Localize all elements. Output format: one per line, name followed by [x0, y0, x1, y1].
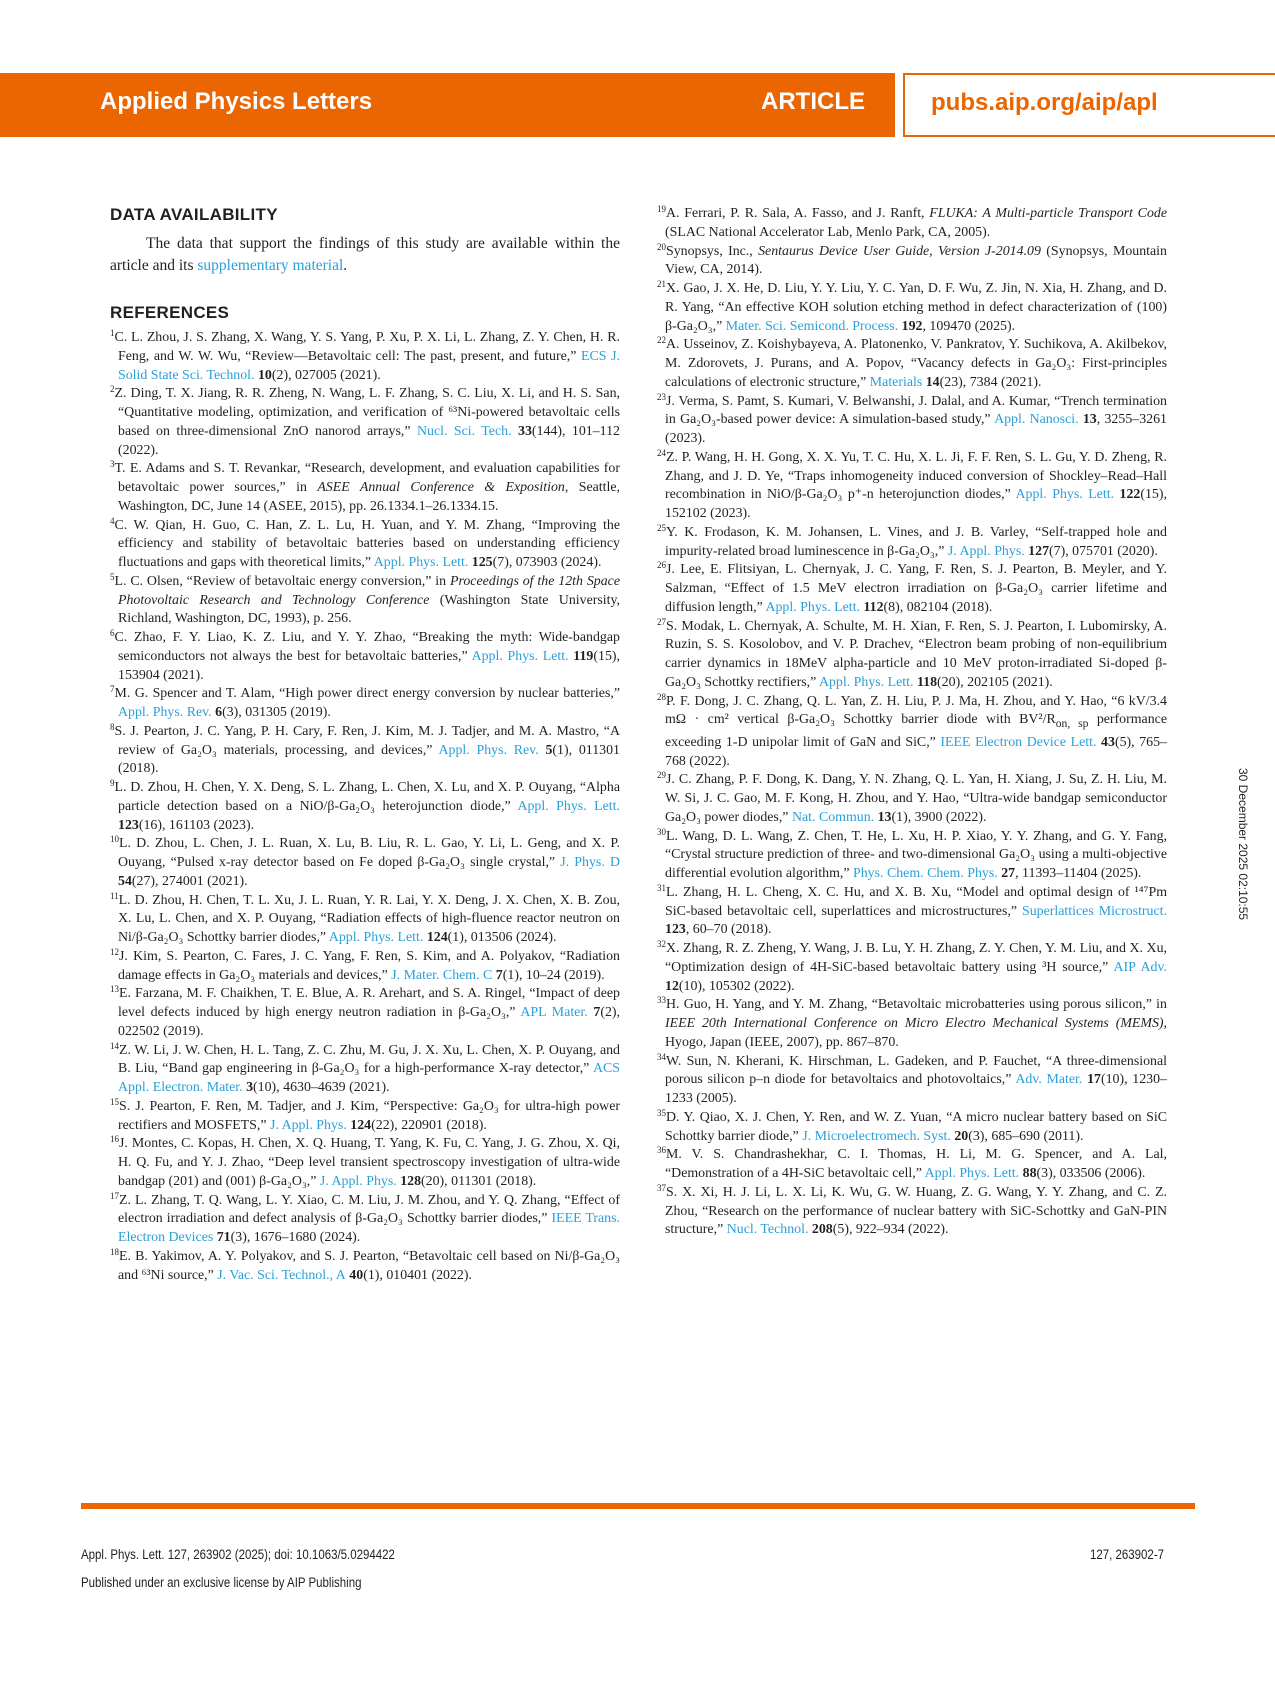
reference-item	[657, 940, 1167, 996]
reference-item	[657, 996, 1167, 1052]
reference-text: A. Usseinov, Z. Koishybayeva, A. Platonenko, V. Pankratov, Y. Suchikova, A. Akilbekov, M. Zdorovets, J. Purans, and A. Popov, “Vacancy defects in Ga₂O₃: First-principles calculations of electronic structure,”	[665, 337, 1167, 390]
reference-item	[110, 1192, 620, 1248]
volume-number: 123	[665, 922, 686, 938]
reference-item	[657, 205, 1167, 243]
reference-number: 24	[657, 447, 666, 458]
reference-text: S. J. Pearton, J. C. Yang, P. H. Cary, F. Ren, J. Kim, M. J. Tadjer, and M. A. Mastro, “A review of Ga₂O₃ materials, processing, and devices,”	[114, 723, 620, 758]
journal-link[interactable]: Appl. Phys. Lett.	[328, 930, 424, 945]
supplementary-material-link[interactable]: supplementary material	[197, 257, 344, 274]
reference-text: (16), 161103 (2023).	[138, 817, 255, 833]
reference-text: (8), 082104 (2018).	[883, 599, 993, 615]
reference-text: P. F. Dong, J. C. Zhang, Q. L. Yan, Z. H. Liu, P. J. Ma, H. Zhou, and Y. Hao, “6 kV/3.4 mΩ · cm² vertical β-Ga₂O₃ Schottky barrier diode with BV²/R	[665, 693, 1167, 728]
reference-text: (3), 031305 (2019).	[222, 705, 331, 720]
footer-page-number: 127, 263902-7	[1090, 1547, 1165, 1562]
volume-number: 33	[511, 423, 532, 439]
journal-link[interactable]: J. Appl. Phys.	[270, 1117, 347, 1133]
volume-number: 208	[808, 1222, 833, 1238]
volume-number: 14	[922, 374, 940, 390]
reference-item	[657, 524, 1167, 562]
reference-text: (3), 685–690 (2011).	[968, 1128, 1084, 1144]
reference-text: S. J. Pearton, F. Ren, M. Tadjer, and J. Kim, “Perspective: Ga₂O₃ for ultra-high power rectifiers and MOSFETS,”	[118, 1098, 620, 1133]
reference-number: 37	[657, 1182, 666, 1193]
volume-number: 124	[423, 930, 448, 945]
reference-text: L. D. Zhou, H. Chen, T. L. Xu, J. L. Ruan, Y. R. Lai, Y. X. Deng, J. X. Chen, X. B. Zou, X. Lu, L. Chen, and X. P. Ouyang, “Radiation effects of high-fluence reactor neutron on Ni/β-Ga₂O₃ Schottky barrier diodes,”	[118, 892, 620, 945]
reference-item	[657, 771, 1167, 827]
volume-number: 127	[1024, 543, 1050, 559]
reference-number: 17	[110, 1190, 119, 1201]
volume-number: 17	[1082, 1072, 1101, 1088]
reference-item	[110, 723, 620, 779]
reference-text: on, sp	[1055, 717, 1089, 731]
footer-license: Published under an exclusive license by AIP Publishing	[81, 1575, 362, 1590]
reference-number: 18	[110, 1246, 119, 1257]
reference-text: X. Gao, J. X. He, D. Liu, Y. Y. Liu, Y. C. Yan, D. F. Wu, Z. Jin, N. Xia, H. Zhang, and D. R. Yang, “An effective KOH solution etching method in defect characterization of (100) β-Ga₂O₃,”	[665, 281, 1167, 334]
reference-item	[657, 336, 1167, 392]
reference-text: (10), 4630–4639 (2021).	[253, 1080, 390, 1095]
journal-link[interactable]: Nucl. Technol.	[726, 1222, 809, 1238]
journal-header-band	[0, 73, 895, 137]
reference-number: 19	[657, 204, 666, 214]
reference-list-right	[657, 205, 1167, 1240]
reference-number: 2	[110, 384, 115, 395]
volume-number: 122	[1114, 487, 1141, 503]
reference-item	[657, 1109, 1167, 1147]
italic-title: Sentaurus Device User Guide, Version J-2014.09	[758, 243, 1041, 259]
volume-number: 13	[874, 809, 892, 825]
journal-url-box	[903, 73, 1275, 137]
reference-item	[110, 685, 620, 723]
italic-title: IEEE 20th International Conference on Micro Electro Mechanical Systems (MEMS)	[665, 1016, 1164, 1032]
italic-title: ASEE Annual Conference & Exposition	[317, 480, 565, 495]
reference-item	[657, 693, 1167, 772]
reference-text: , 3255–3261 (2023).	[665, 412, 1167, 446]
volume-number: 7	[492, 967, 503, 983]
reference-text: Z. Ding, T. X. Jiang, R. R. Zheng, N. Wang, L. F. Zhang, S. C. Liu, X. Li, and H. S. San, “Quantitative modeling, optimization, and verification of ⁶³Ni-powered betavoltaic cells based on three-dimensional ZnO nanorod arrays,”	[114, 386, 620, 439]
reference-item	[110, 460, 620, 516]
journal-link[interactable]: Adv. Mater.	[1015, 1072, 1083, 1088]
reference-text: L. D. Zhou, L. Chen, J. L. Ruan, X. Lu, B. Liu, R. L. Gao, Y. Li, L. Geng, and X. P. Ouyang, “Pulsed x-ray detector based on Fe doped β-Ga₂O₃ single crystal,”	[118, 836, 620, 870]
journal-link[interactable]: Appl. Phys. Lett.	[818, 674, 914, 690]
reference-text: J. C. Zhang, P. F. Dong, K. Dang, Y. N. Zhang, Q. L. Yan, H. Xiang, J. Su, Z. H. Liu, M. W. Si, J. C. Gao, M. F. Kong, H. Zhou, and Y. Hao, “Ultra-wide bandgap semiconductor Ga₂O₃ power diodes,”	[665, 772, 1167, 825]
reference-text: (2), 027005 (2021).	[271, 367, 381, 383]
reference-text: J. Montes, C. Kopas, H. Chen, X. Q. Huang, T. Yang, K. Fu, C. Yang, J. G. Zhou, X. Qi, H. Q. Fu, and Y. J. Zhao, “Deep level transient spectroscopy investigation of ultra-wide bandgap (201) and (001) β-Ga₂O₃,”	[118, 1136, 620, 1189]
reference-text: H. Guo, H. Yang, and Y. M. Zhang, “Betavoltaic microbatteries using porous silicon,” in	[666, 997, 1167, 1013]
journal-link[interactable]: J. Vac. Sci. Technol., A	[217, 1267, 346, 1283]
reference-text: , Seattle, Washington, DC, June 14 (ASEE, 2015), pp. 26.1334.1–26.1334.15.	[118, 480, 621, 514]
reference-text: T. E. Adams and S. T. Revankar, “Research, development, and evaluation capabilities for betavoltaic power sources,” in	[114, 461, 620, 495]
reference-text: (Washington State University, Richland, Washington, DC, 1993), p. 256.	[118, 592, 621, 627]
reference-item	[657, 280, 1167, 336]
reference-number: 5	[110, 571, 115, 582]
reference-item	[657, 1184, 1167, 1240]
reference-item	[657, 449, 1167, 524]
reference-text: A. Ferrari, P. R. Sala, A. Fasso, and J. Ranft,	[666, 206, 930, 221]
reference-text: J. Verma, S. Pamt, S. Kumari, V. Belwanshi, J. Dalal, and A. Kumar, “Trench termination in Ga₂O₃-based power device: A simulation-based study,”	[665, 393, 1167, 428]
journal-link[interactable]: Appl. Phys. Lett.	[373, 555, 469, 570]
reference-text: Synopsys, Inc.,	[666, 243, 759, 259]
reference-number: 22	[657, 335, 666, 346]
volume-number: 7	[587, 1005, 601, 1020]
journal-link[interactable]: Appl. Phys. Rev.	[118, 705, 212, 720]
reference-text: (22), 220901 (2018).	[371, 1117, 487, 1133]
volume-number: 119	[568, 648, 594, 664]
journal-link[interactable]: Appl. Phys. Lett.	[517, 798, 620, 814]
data-availability-heading: DATA AVAILABILITY	[110, 205, 278, 224]
reference-text: (2), 022502 (2019).	[118, 1005, 620, 1039]
reference-number: 32	[657, 939, 666, 950]
reference-item	[110, 835, 620, 891]
reference-number: 14	[110, 1040, 119, 1051]
reference-item	[110, 573, 620, 629]
reference-number: 23	[657, 391, 666, 402]
reference-number: 10	[110, 834, 119, 845]
reference-item	[110, 1135, 620, 1191]
journal-link[interactable]: J. Phys. D	[560, 855, 620, 870]
volume-number: 40	[345, 1267, 364, 1283]
reference-number: 16	[110, 1134, 119, 1145]
journal-link[interactable]: J. Microelectromech. Syst.	[802, 1128, 951, 1144]
reference-text: C. W. Qian, H. Guo, C. Han, Z. L. Lu, H. Yuan, and Y. M. Zhang, “Improving the efficiency and stability of betavoltaic batteries based on understanding efficiency fluctuations and gaps with theoretical limits,”	[114, 517, 620, 570]
reference-number: 20	[657, 241, 666, 252]
reference-number: 1	[110, 328, 115, 338]
reference-item	[110, 329, 620, 385]
volume-number: 5	[538, 742, 553, 758]
reference-text: (27), 274001 (2021).	[131, 873, 248, 889]
reference-number: 26	[657, 560, 666, 571]
volume-number: 124	[346, 1117, 372, 1133]
reference-item	[657, 243, 1167, 281]
reference-item	[110, 1248, 620, 1286]
download-timestamp: 30 December 2025 02:10:55	[1236, 768, 1250, 921]
reference-text: , 11393–11404 (2025).	[1015, 866, 1142, 882]
reference-text: L. D. Zhou, H. Chen, Y. X. Deng, S. L. Zhang, L. Chen, X. Lu, and X. P. Ouyang, “Alpha particle detection based on a NiO/β-Ga₂O₃ heterojunction diode,”	[114, 780, 620, 814]
journal-link[interactable]: AIP Adv.	[1113, 959, 1167, 975]
journal-link[interactable]: Nucl. Sci. Tech.	[416, 423, 512, 439]
reference-text: (1), 3900 (2022).	[891, 809, 987, 825]
left-column	[110, 205, 620, 1285]
volume-number: 6	[211, 705, 223, 720]
journal-link[interactable]: IEEE Electron Device Lett.	[940, 734, 1097, 750]
reference-number: 33	[657, 995, 666, 1006]
reference-number: 29	[657, 770, 666, 781]
reference-text: L. C. Olsen, “Review of betavoltaic energy conversion,” in	[114, 573, 450, 589]
reference-text: performance exceeding 1-D unipolar limit of GaN and SiC,”	[665, 712, 1168, 750]
reference-item	[110, 629, 620, 685]
reference-text: E. Farzana, M. F. Chaikhen, T. E. Blue, A. R. Arehart, and S. A. Ringel, “Impact of deep level defects induced by high energy neutron radiation in β-Ga₂O₃,”	[118, 986, 620, 1020]
journal-link[interactable]: J. Mater. Chem. C	[391, 967, 493, 983]
volume-number: 118	[913, 674, 938, 690]
reference-text: X. Zhang, R. Z. Zheng, Y. Wang, J. B. Lu, Y. H. Zhang, Z. Y. Chen, Y. M. Liu, and X. Xu, “Optimization design of 4H-SiC-based betavoltaic battery using ³H source,”	[665, 941, 1167, 975]
references-heading: REFERENCES	[110, 303, 230, 322]
volume-number: 112	[860, 599, 884, 615]
reference-text: (5), 765–768 (2022).	[665, 734, 1167, 769]
journal-link[interactable]: ACS Appl. Electron. Mater.	[118, 1061, 620, 1095]
reference-item	[110, 1098, 620, 1136]
volume-number: 27	[997, 866, 1016, 882]
reference-text: S. Modak, L. Chernyak, A. Schulte, M. H. Xian, F. Ren, S. J. Pearton, I. Lubomirsky, A. Ruzin, S. S. Kosolobov, and V. P. Drachev, “Electron beam probing of non-equilibrium carrier dynamics in 18MeV alpha-particle and 10 MeV proton-irradiated Si-doped β-Ga₂O₃ Schottky rectifiers,”	[665, 618, 1167, 690]
volume-number: 128	[396, 1173, 422, 1189]
journal-link[interactable]: APL Mater.	[520, 1005, 588, 1020]
reference-text: (1), 011301 (2018).	[118, 742, 620, 777]
reference-list-left	[110, 329, 620, 1285]
reference-text: (7), 073903 (2024).	[492, 555, 602, 570]
reference-item	[110, 385, 620, 460]
reference-text: J. Lee, E. Flitsiyan, L. Chernyak, J. C. Yang, F. Ren, S. J. Pearton, B. Meyler, and Y. Salzman, “Effect of 1.5 MeV electron irradiation on β-Ga₂O₃ carrier lifetime and diffusion length,”	[665, 562, 1167, 615]
volume-number: 88	[1019, 1166, 1037, 1182]
volume-number: 125	[468, 555, 493, 570]
reference-text: (1), 013506 (2024).	[447, 930, 557, 945]
reference-text: (1), 010401 (2022).	[363, 1267, 472, 1283]
reference-text: W. Sun, N. Kherani, K. Hirschman, L. Gadeken, and P. Fauchet, “A three-dimensional porous silicon p–n diode for betavoltaics and photovoltaics,”	[665, 1053, 1167, 1088]
journal-link[interactable]: Materials	[869, 374, 923, 390]
reference-number: 8	[110, 721, 115, 732]
volume-number: 71	[213, 1230, 231, 1245]
reference-item	[657, 561, 1167, 617]
volume-number: 43	[1096, 734, 1115, 750]
reference-text: S. X. Xi, H. J. Li, L. X. Li, K. Wu, G. W. Huang, Z. G. Wang, Y. Y. Zhang, and C. Z. Zhou, “Research on the performance of nuclear battery with SiC-Schottky and GaN-PIN structure,”	[665, 1184, 1167, 1238]
right-column	[657, 205, 1167, 1240]
journal-link[interactable]: Appl. Phys. Rev.	[438, 742, 539, 758]
reference-number: 35	[657, 1107, 666, 1118]
reference-text: (23), 7384 (2021).	[939, 374, 1042, 390]
footer-citation: Appl. Phys. Lett. 127, 263902 (2025); doi: 10.1063/5.0294422	[81, 1547, 395, 1562]
reference-item	[657, 828, 1167, 884]
reference-text: Z. W. Li, J. W. Chen, H. L. Tang, Z. C. Zhu, M. Gu, J. X. Xu, L. Chen, X. P. Ouyang, and B. Liu, “Band gap engineering in β-Ga₂O₃ for a high-performance X-ray detector,”	[118, 1042, 620, 1077]
reference-number: 9	[110, 778, 115, 788]
italic-title: Proceedings of the 12th Space Photovoltaic Research and Technology Conference	[118, 573, 620, 608]
journal-title[interactable]: Applied Physics Letters	[100, 88, 373, 115]
reference-text: (3), 033506 (2006).	[1036, 1166, 1146, 1182]
reference-item	[110, 892, 620, 948]
reference-item	[110, 779, 620, 835]
journal-link[interactable]: J. Appl. Phys.	[319, 1173, 397, 1189]
volume-number: 20	[950, 1128, 969, 1144]
reference-item	[110, 517, 620, 573]
reference-text: M. G. Spencer and T. Alam, “High power direct energy conversion by nuclear batteries,”	[114, 686, 620, 702]
reference-text: (10), 1230–1233 (2005).	[665, 1072, 1167, 1107]
reference-item	[657, 884, 1167, 940]
reference-number: 21	[657, 279, 666, 289]
reference-text: C. Zhao, F. Y. Liao, K. Z. Liu, and Y. Y. Zhao, “Breaking the myth: Wide-bandgap semiconductors not always the best for betavoltaic batteries,”	[114, 630, 620, 664]
reference-text: (3), 1676–1680 (2024).	[230, 1230, 361, 1245]
journal-link[interactable]: J. Appl. Phys.	[947, 543, 1025, 559]
footer-rule	[81, 1503, 1195, 1509]
reference-number: 36	[657, 1145, 666, 1156]
reference-item	[657, 618, 1167, 693]
reference-text: (7), 075701 (2020).	[1049, 543, 1158, 559]
italic-title: FLUKA: A Multi-particle Transport Code	[929, 206, 1168, 221]
reference-number: 15	[110, 1096, 119, 1107]
reference-text: (15), 153904 (2021).	[118, 648, 620, 683]
reference-item	[110, 1042, 620, 1098]
reference-number: 6	[110, 628, 115, 638]
journal-link[interactable]: Superlattices Microstruct.	[1021, 903, 1167, 919]
reference-number: 31	[657, 882, 666, 893]
reference-number: 27	[657, 616, 666, 627]
reference-text: (15), 152102 (2023).	[665, 487, 1167, 521]
journal-link[interactable]: Appl. Phys. Lett.	[924, 1166, 1020, 1182]
reference-text: L. Wang, D. L. Wang, Z. Chen, T. He, L. Xu, H. P. Xiao, Y. Y. Zhang, and G. Y. Fang, “Crystal structure prediction of three- and two-dimensional Ga₂O₃ using a multi-objective differential evolution algorithm,”	[665, 828, 1167, 882]
reference-text: (1), 10–24 (2019).	[502, 967, 605, 983]
volume-number: 12	[665, 978, 679, 994]
reference-item	[657, 1146, 1167, 1184]
reference-number: 3	[110, 459, 115, 470]
volume-number: 10	[254, 367, 272, 383]
volume-number: 3	[242, 1080, 254, 1095]
reference-item	[657, 1053, 1167, 1109]
journal-url-link[interactable]: pubs.aip.org/aip/apl	[931, 89, 1158, 116]
reference-number: 13	[110, 984, 119, 995]
reference-text: L. Zhang, H. L. Cheng, X. C. Hu, and X. B. Xu, “Model and optimal design of ¹⁴⁷Pm SiC-based betavoltaic cell, superlattices and microstructures,”	[665, 884, 1167, 919]
reference-number: 34	[657, 1051, 666, 1062]
reference-item	[657, 393, 1167, 449]
journal-link[interactable]: Appl. Phys. Lett.	[1015, 487, 1115, 503]
reference-text: (20), 202105 (2021).	[937, 674, 1053, 690]
journal-link[interactable]: Appl. Phys. Lett.	[471, 648, 569, 664]
reference-text: Z. L. Zhang, T. Q. Wang, L. Y. Xiao, C. M. Liu, J. M. Zhou, and Y. Q. Zhang, “Effect of electron irradiation and defect analysis of β-Ga₂O₃ Schottky barrier diodes,”	[118, 1192, 620, 1227]
journal-link[interactable]: IEEE Trans. Electron Devices	[118, 1211, 620, 1245]
journal-link[interactable]: Appl. Phys. Lett.	[765, 599, 860, 615]
reference-text: Z. P. Wang, H. H. Gong, X. X. Yu, T. C. Hu, X. L. Ji, F. F. Ren, S. L. Gu, Y. D. Zheng, R. Zhang, and J. D. Ye, “Traps inhomogeneity induced conversion of Shockley–Read–Hall recombination in NiO/β-Ga₂O₃ p⁺-n heterojunction diodes,”	[665, 449, 1167, 503]
reference-text: (5), 922–934 (2022).	[832, 1222, 949, 1238]
data-availability-end: .	[343, 257, 348, 274]
reference-text: (SLAC National Accelerator Lab, Menlo Park, CA, 2005).	[665, 224, 991, 240]
reference-text: (144), 101–112 (2022).	[118, 423, 620, 458]
reference-text: C. L. Zhou, J. S. Zhang, X. Wang, Y. S. Yang, P. Xu, P. X. Li, L. Zhang, Z. Y. Chen, H. R. Feng, and W. W. Wu, “Review—Betavoltaic cell: The past, present, and future,”	[114, 330, 620, 364]
reference-text: (Synopsys, Mountain View, CA, 2014).	[665, 243, 1167, 278]
reference-item	[110, 985, 620, 1041]
reference-text: M. V. S. Chandrashekhar, C. I. Thomas, H. Li, M. G. Spencer, and A. Lal, “Demonstration of a 4H-SiC betavoltaic cell,”	[665, 1147, 1167, 1182]
reference-number: 11	[110, 890, 119, 901]
journal-link[interactable]: Mater. Sci. Semicond. Process.	[725, 318, 899, 334]
reference-text: (10), 105302 (2022).	[678, 978, 795, 994]
reference-number: 28	[657, 691, 666, 702]
journal-link[interactable]: ECS J. Solid State Sci. Technol.	[118, 348, 621, 383]
reference-number: 30	[657, 826, 666, 837]
reference-number: 25	[657, 522, 666, 533]
volume-number: 123	[118, 817, 139, 833]
journal-link[interactable]: Nat. Commun.	[791, 809, 875, 825]
journal-link[interactable]: Phys. Chem. Chem. Phys.	[853, 866, 998, 882]
reference-text: , 60–70 (2018).	[685, 922, 772, 938]
volume-number: 192	[898, 318, 923, 334]
journal-link[interactable]: Appl. Nanosci.	[994, 412, 1079, 428]
article-type-label: ARTICLE	[761, 88, 865, 115]
reference-text: Y. K. Frodason, K. M. Johansen, L. Vines, and J. B. Varley, “Self-trapped hole and impurity-related broad luminescence in β-Ga₂O₃,”	[665, 524, 1167, 559]
reference-text: J. Kim, S. Pearton, C. Fares, J. C. Yang, F. Ren, S. Kim, and A. Polyakov, “Radiation damage effects in Ga₂O₃ materials and devices,”	[118, 948, 620, 983]
volume-number: 54	[118, 873, 132, 889]
reference-number: 12	[110, 946, 119, 957]
reference-item	[110, 948, 620, 986]
reference-text: D. Y. Qiao, X. J. Chen, Y. Ren, and W. Z. Yuan, “A micro nuclear battery based on SiC Schottky barrier diode,”	[665, 1109, 1167, 1144]
reference-number: 7	[110, 684, 115, 695]
reference-text: E. B. Yakimov, A. Y. Polyakov, and S. J. Pearton, “Betavoltaic cell based on Ni/β-Ga₂O₃ and ⁶³Ni source,”	[118, 1248, 620, 1283]
data-availability-text	[110, 233, 620, 277]
data-availability-body: The data that support the findings of this study are available within the article and its	[110, 235, 620, 274]
volume-number: 13	[1078, 412, 1097, 428]
reference-text: (20), 011301 (2018).	[421, 1173, 537, 1189]
reference-number: 4	[110, 515, 115, 526]
reference-text: , Hyogo, Japan (IEEE, 2007), pp. 867–870.	[665, 1016, 1167, 1050]
reference-text: , 109470 (2025).	[922, 318, 1016, 334]
